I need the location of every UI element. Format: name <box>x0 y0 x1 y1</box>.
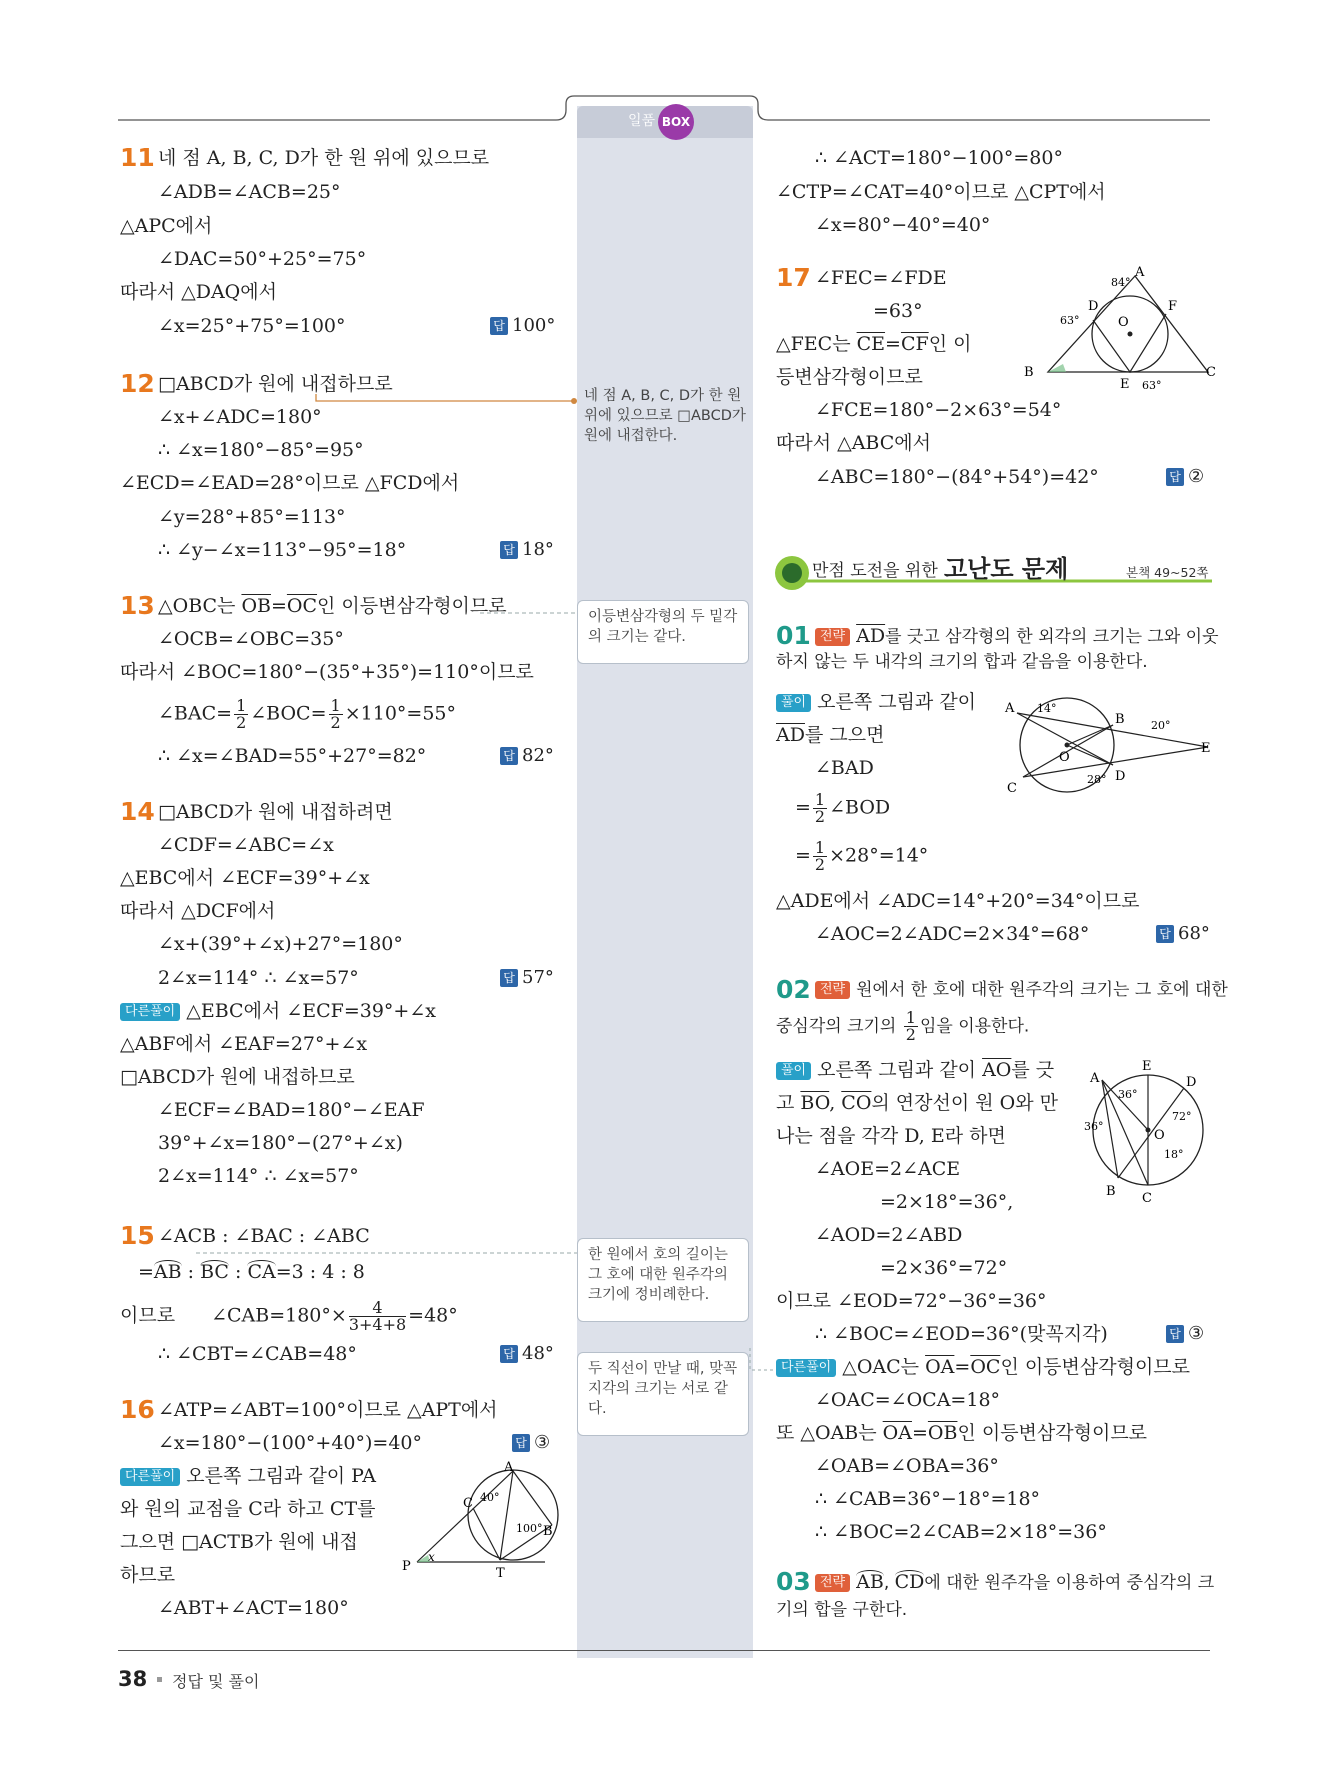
p01-solution: ∠BAD <box>815 757 874 779</box>
q14-alt-line: □ABCD가 원에 내접하므로 <box>120 1066 355 1088</box>
p01-solution: $\overline{AD}$를 그으면 <box>776 724 885 746</box>
svg-text:C: C <box>1206 365 1216 380</box>
q11-number: 11 <box>120 143 155 172</box>
q14-alt-line: ∠ECF=∠BAD=180°−∠EAF <box>158 1099 425 1121</box>
right-top-line: ∴ ∠ACT=180°−100°=80° <box>815 147 1063 169</box>
q11-line: 따라서 △DAQ에서 <box>120 281 277 303</box>
q11-line: ∠DAC=50°+25°=75° <box>158 248 367 270</box>
q14-number: 14 <box>120 797 155 826</box>
q15-line: ∴ ∠CBT=∠CAB=48° <box>158 1343 357 1365</box>
p01-strategy: 하지 않는 두 내각의 크기의 합과 같음을 이용한다. <box>776 652 1148 672</box>
p01-solution: ∠AOC=2∠ADC=2×34°=68° <box>815 923 1090 945</box>
svg-text:O: O <box>1118 315 1129 330</box>
q11-line: ∠ADB=∠ACB=25° <box>158 181 341 203</box>
p02-alt: ∴ ∠CAB=36°−18°=18° <box>815 1488 1041 1510</box>
connector-line <box>748 1346 778 1376</box>
q14-alt-line: 2∠x=114° ∴ ∠x=57° <box>158 1165 359 1187</box>
svg-text:D: D <box>1088 299 1099 314</box>
p02-solution: ∠AOE=2∠ACE <box>815 1158 961 1180</box>
svg-text:F: F <box>1168 299 1178 314</box>
q17-line: ∠FCE=180°−2×63°=54° <box>815 399 1062 421</box>
footer-rule <box>118 1650 1210 1651</box>
section-page-ref: 본책 49~52쪽 <box>1126 565 1209 580</box>
p02-solution: 나는 점을 각각 D, E라 하면 <box>776 1125 1006 1147</box>
alt-solution-tag: 다른풀이 <box>120 1468 180 1486</box>
q16-alt-line: ∠ABT+∠ACT=180° <box>158 1597 349 1619</box>
alt-solution-tag: 다른풀이 <box>120 1003 180 1021</box>
svg-text:C: C <box>1007 781 1017 796</box>
q17-number: 17 <box>776 263 811 292</box>
q13-number: 13 <box>120 591 155 620</box>
q17-line: 등변삼각형이므로 <box>776 366 923 388</box>
q12-line: ∴ ∠x=180°−85°=95° <box>158 439 364 461</box>
q16-line: ∠x=180°−(100°+40°)=40° <box>158 1432 423 1454</box>
p02-alt: ∠OAB=∠OBA=36° <box>815 1455 999 1477</box>
sidebar-note: 네 점 A, B, C, D가 한 원 위에 있으므로 □ABCD가 원에 내접한다. <box>584 388 746 444</box>
p01-strategy: 전략 $\overline{AD}$를 긋고 삼각형의 한 외각의 크기는 그와 이웃 <box>815 624 1219 649</box>
tab-badge: BOX <box>658 104 694 140</box>
svg-text:D: D <box>1186 1075 1197 1090</box>
p03-strategy: 전략 AB, CD에 대한 원주각을 이용하여 중심각의 크 <box>815 1570 1214 1595</box>
svg-text:B: B <box>1115 712 1125 727</box>
p01-solution: = $\frac{1}{2}$ ∠BOD <box>795 790 891 826</box>
svg-text:63°: 63° <box>1060 314 1080 327</box>
answer-icon: 답 <box>490 317 508 335</box>
p03-number: 03 <box>776 1567 811 1596</box>
svg-text:B: B <box>543 1524 553 1539</box>
q14-line: ∠CDF=∠ABC=∠x <box>158 834 334 856</box>
q12-line: □ABCD가 원에 내접하므로 <box>158 373 393 395</box>
svg-text:E: E <box>1201 741 1211 756</box>
p02-solution: 고 $\overline{BO}$, $\overline{CO}$의 연장선이 원 O와 만 <box>776 1092 1058 1114</box>
q13-line: ∠BAC= $\frac{1}{2}$ ∠BOC= $\frac{1}{2}$ ×110°=55° <box>158 696 457 732</box>
svg-text:63°: 63° <box>1142 379 1162 392</box>
q14-alt-line: 39°+∠x=180°−(27°+∠x) <box>158 1132 403 1154</box>
svg-text:O: O <box>1154 1128 1165 1143</box>
sidebar-note-box: 이등변삼각형의 두 밑각의 크기는 같다. <box>577 600 749 664</box>
svg-text:B: B <box>1106 1184 1116 1199</box>
svg-text:18°: 18° <box>1164 1148 1184 1161</box>
answer-icon: 답 <box>500 747 518 765</box>
q12-line: ∠y=28°+85°=113° <box>158 506 346 528</box>
page-number: 38 <box>118 1667 148 1691</box>
q11-line: △APC에서 <box>120 215 213 237</box>
answer-icon: 답 <box>500 541 518 559</box>
svg-text:T: T <box>496 1566 505 1581</box>
svg-text:A: A <box>1005 701 1015 716</box>
p01-solution: = $\frac{1}{2}$ ×28°=14° <box>795 838 929 874</box>
q17-line: =63° <box>873 300 923 322</box>
answer-icon: 답 <box>1156 925 1174 943</box>
p02-solution: =2×36°=72° <box>880 1257 1008 1279</box>
q15-number: 15 <box>120 1221 155 1250</box>
q12-number: 12 <box>120 369 155 398</box>
q12-line: ∠ECD=∠EAD=28°이므로 △FCD에서 <box>120 472 460 494</box>
svg-text:O: O <box>1059 750 1070 765</box>
svg-text:A: A <box>504 1460 514 1475</box>
p02-strategy: 중심각의 크기의 $\frac{1}{2}$ 임을 이용한다. <box>776 1008 1030 1044</box>
q15-line: ∠ACB : ∠BAC : ∠ABC <box>158 1225 370 1247</box>
p02-number: 02 <box>776 975 811 1004</box>
svg-text:36°: 36° <box>1084 1120 1104 1133</box>
q14-line: △EBC에서 ∠ECF=39°+∠x <box>120 867 370 889</box>
solution-tag: 풀이 <box>776 694 811 712</box>
svg-text:B: B <box>1024 365 1034 380</box>
svg-text:36°: 36° <box>1118 1088 1138 1101</box>
p02-alt: 다른풀이 △OAC는 $\overline{OA}=\overline{OC}$인 이등변삼각형이므로 <box>776 1355 1190 1379</box>
q13-line: △OBC는 $\overline{OB}=\overline{OC}$인 이등변삼각형이므로 <box>158 595 507 617</box>
q17-line: △FEC는 $\overline{CE}=\overline{CF}$인 이 <box>776 333 972 355</box>
footer-title: 정답 및 풀이 <box>172 1672 260 1691</box>
q13-line: 따라서 ∠BOC=180°−(35°+35°)=110°이므로 <box>120 661 534 683</box>
q11-line: ∠x=25°+75°=100° <box>158 315 346 337</box>
connector-line <box>310 388 580 413</box>
q11-answer: 답 100° <box>490 314 555 338</box>
p02-figure <box>1082 1052 1212 1207</box>
p02-solution: 풀이 오른쪽 그림과 같이 $\overline{AO}$를 긋 <box>776 1058 1054 1082</box>
answer-icon: 답 <box>1166 1325 1184 1343</box>
svg-text:84°: 84° <box>1111 276 1131 289</box>
q14-answer: 답 57° <box>500 966 554 990</box>
q12-line: ∠x+∠ADC=180° <box>158 406 322 428</box>
svg-text:D: D <box>1115 769 1126 784</box>
connector-line <box>196 1250 580 1256</box>
q14-line: ∠x+(39°+∠x)+27°=180° <box>158 933 403 955</box>
p02-solution: 이므로 ∠EOD=72°−36°=36° <box>776 1290 1047 1312</box>
q16-figure <box>400 1460 553 1581</box>
p01-answer: 답 68° <box>1156 922 1210 946</box>
p01-solution: △ADE에서 ∠ADC=14°+20°=34°이므로 <box>776 890 1140 912</box>
svg-text:E: E <box>1142 1059 1152 1074</box>
q13-line: ∴ ∠x=∠BAD=55°+27°=82° <box>158 745 427 767</box>
tab-label: 일품 <box>628 113 656 129</box>
svg-text:20°: 20° <box>1151 719 1171 732</box>
q14-alt-line: △ABF에서 ∠EAF=27°+∠x <box>120 1033 368 1055</box>
p02-solution: =2×18°=36°, <box>880 1191 1014 1213</box>
p02-alt: ∴ ∠BOC=2∠CAB=2×18°=36° <box>815 1521 1107 1543</box>
answer-icon: 답 <box>500 969 518 987</box>
p03-strategy: 기의 합을 구한다. <box>776 1600 908 1620</box>
svg-text:x: x <box>428 1550 435 1564</box>
right-top-line: ∠CTP=∠CAT=40°이므로 △CPT에서 <box>776 181 1106 203</box>
q13-line: ∠OCB=∠OBC=35° <box>158 628 344 650</box>
q14-line: 2∠x=114° ∴ ∠x=57° <box>158 967 359 989</box>
section-title: 고난도 문제 <box>944 555 1069 583</box>
answer-icon: 답 <box>1166 468 1184 486</box>
q16-alt-line: 와 원의 교점을 C라 하고 CT를 <box>120 1498 376 1520</box>
q17-answer: 답 ② <box>1166 465 1204 489</box>
q14-line: □ABCD가 원에 내접하려면 <box>158 801 393 823</box>
p02-alt: ∠OAC=∠OCA=18° <box>815 1389 1001 1411</box>
alt-solution-tag: 다른풀이 <box>776 1359 836 1377</box>
q12-answer: 답 18° <box>500 538 554 562</box>
q16-alt-line: 다른풀이 오른쪽 그림과 같이 PA <box>120 1464 376 1488</box>
q16-number: 16 <box>120 1395 155 1424</box>
q13-answer: 답 82° <box>500 744 554 768</box>
q14-alt-line: 다른풀이 △EBC에서 ∠ECF=39°+∠x <box>120 999 436 1023</box>
svg-text:40°: 40° <box>480 1491 500 1504</box>
strategy-tag: 전략 <box>815 1574 850 1592</box>
q11-line: 네 점 A, B, C, D가 한 원 위에 있으므로 <box>158 147 490 169</box>
p02-alt: 또 △OAB는 $\overline{OA}=\overline{OB}$인 이등변삼각형이므로 <box>776 1422 1148 1444</box>
answer-icon: 답 <box>512 1434 530 1452</box>
strategy-tag: 전략 <box>815 628 850 646</box>
svg-text:A: A <box>1090 1071 1100 1086</box>
section-subtitle: 만점 도전을 위한 <box>812 561 938 581</box>
sidebar-note-box: 두 직선이 만날 때, 맞꼭지각의 크기는 서로 같다. <box>577 1352 749 1436</box>
q12-line: ∴ ∠y−∠x=113°−95°=18° <box>158 539 407 561</box>
q17-line: 따라서 △ABC에서 <box>776 432 931 454</box>
q17-figure <box>1018 262 1214 392</box>
p02-strategy: 전략 원에서 한 호에 대한 원주각의 크기는 그 호에 대한 <box>815 978 1228 1002</box>
svg-text:14°: 14° <box>1037 702 1057 715</box>
solution-tag: 풀이 <box>776 1062 811 1080</box>
q15-line: =AB : BC : CA=3 : 4 : 8 <box>138 1261 365 1283</box>
p02-solution: ∴ ∠BOC=∠EOD=36°(맞꼭지각) <box>815 1323 1108 1345</box>
strategy-tag: 전략 <box>815 981 850 999</box>
right-top-line: ∠x=80°−40°=40° <box>815 214 991 236</box>
answer-icon: 답 <box>500 1345 518 1363</box>
p01-figure <box>1005 695 1215 795</box>
svg-text:A: A <box>1135 265 1145 280</box>
q17-line: ∠ABC=180°−(84°+54°)=42° <box>815 466 1099 488</box>
svg-text:100°: 100° <box>516 1522 543 1535</box>
footer-bullet <box>157 1677 162 1682</box>
svg-text:P: P <box>402 1559 411 1574</box>
q16-alt-line: 그으면 □ACTB가 원에 내접 <box>120 1531 358 1553</box>
q15-line: 이므로 ∠CAB=180°× $\frac{4}{3+4+8}$ =48° <box>120 1298 458 1334</box>
q15-answer: 답 48° <box>500 1342 554 1366</box>
q16-answer: 답 ③ <box>512 1431 550 1455</box>
svg-text:C: C <box>1142 1191 1152 1206</box>
q17-line: ∠FEC=∠FDE <box>815 267 947 289</box>
svg-text:72°: 72° <box>1172 1110 1192 1123</box>
svg-text:E: E <box>1120 377 1130 392</box>
svg-text:C: C <box>463 1496 473 1511</box>
p02-answer: 답 ③ <box>1166 1322 1204 1346</box>
sidebar-note-box: 한 원에서 호의 길이는 그 호에 대한 원주각의 크기에 정비례한다. <box>577 1238 749 1322</box>
connector-line <box>480 610 580 616</box>
p01-solution: 풀이 오른쪽 그림과 같이 <box>776 690 976 714</box>
q14-line: 따라서 △DCF에서 <box>120 900 276 922</box>
q16-alt-line: 하므로 <box>120 1564 176 1586</box>
svg-text:28°: 28° <box>1087 773 1107 786</box>
q16-line: ∠ATP=∠ABT=100°이므로 △APT에서 <box>158 1399 498 1421</box>
p01-number: 01 <box>776 621 811 650</box>
p02-solution: ∠AOD=2∠ABD <box>815 1224 963 1246</box>
